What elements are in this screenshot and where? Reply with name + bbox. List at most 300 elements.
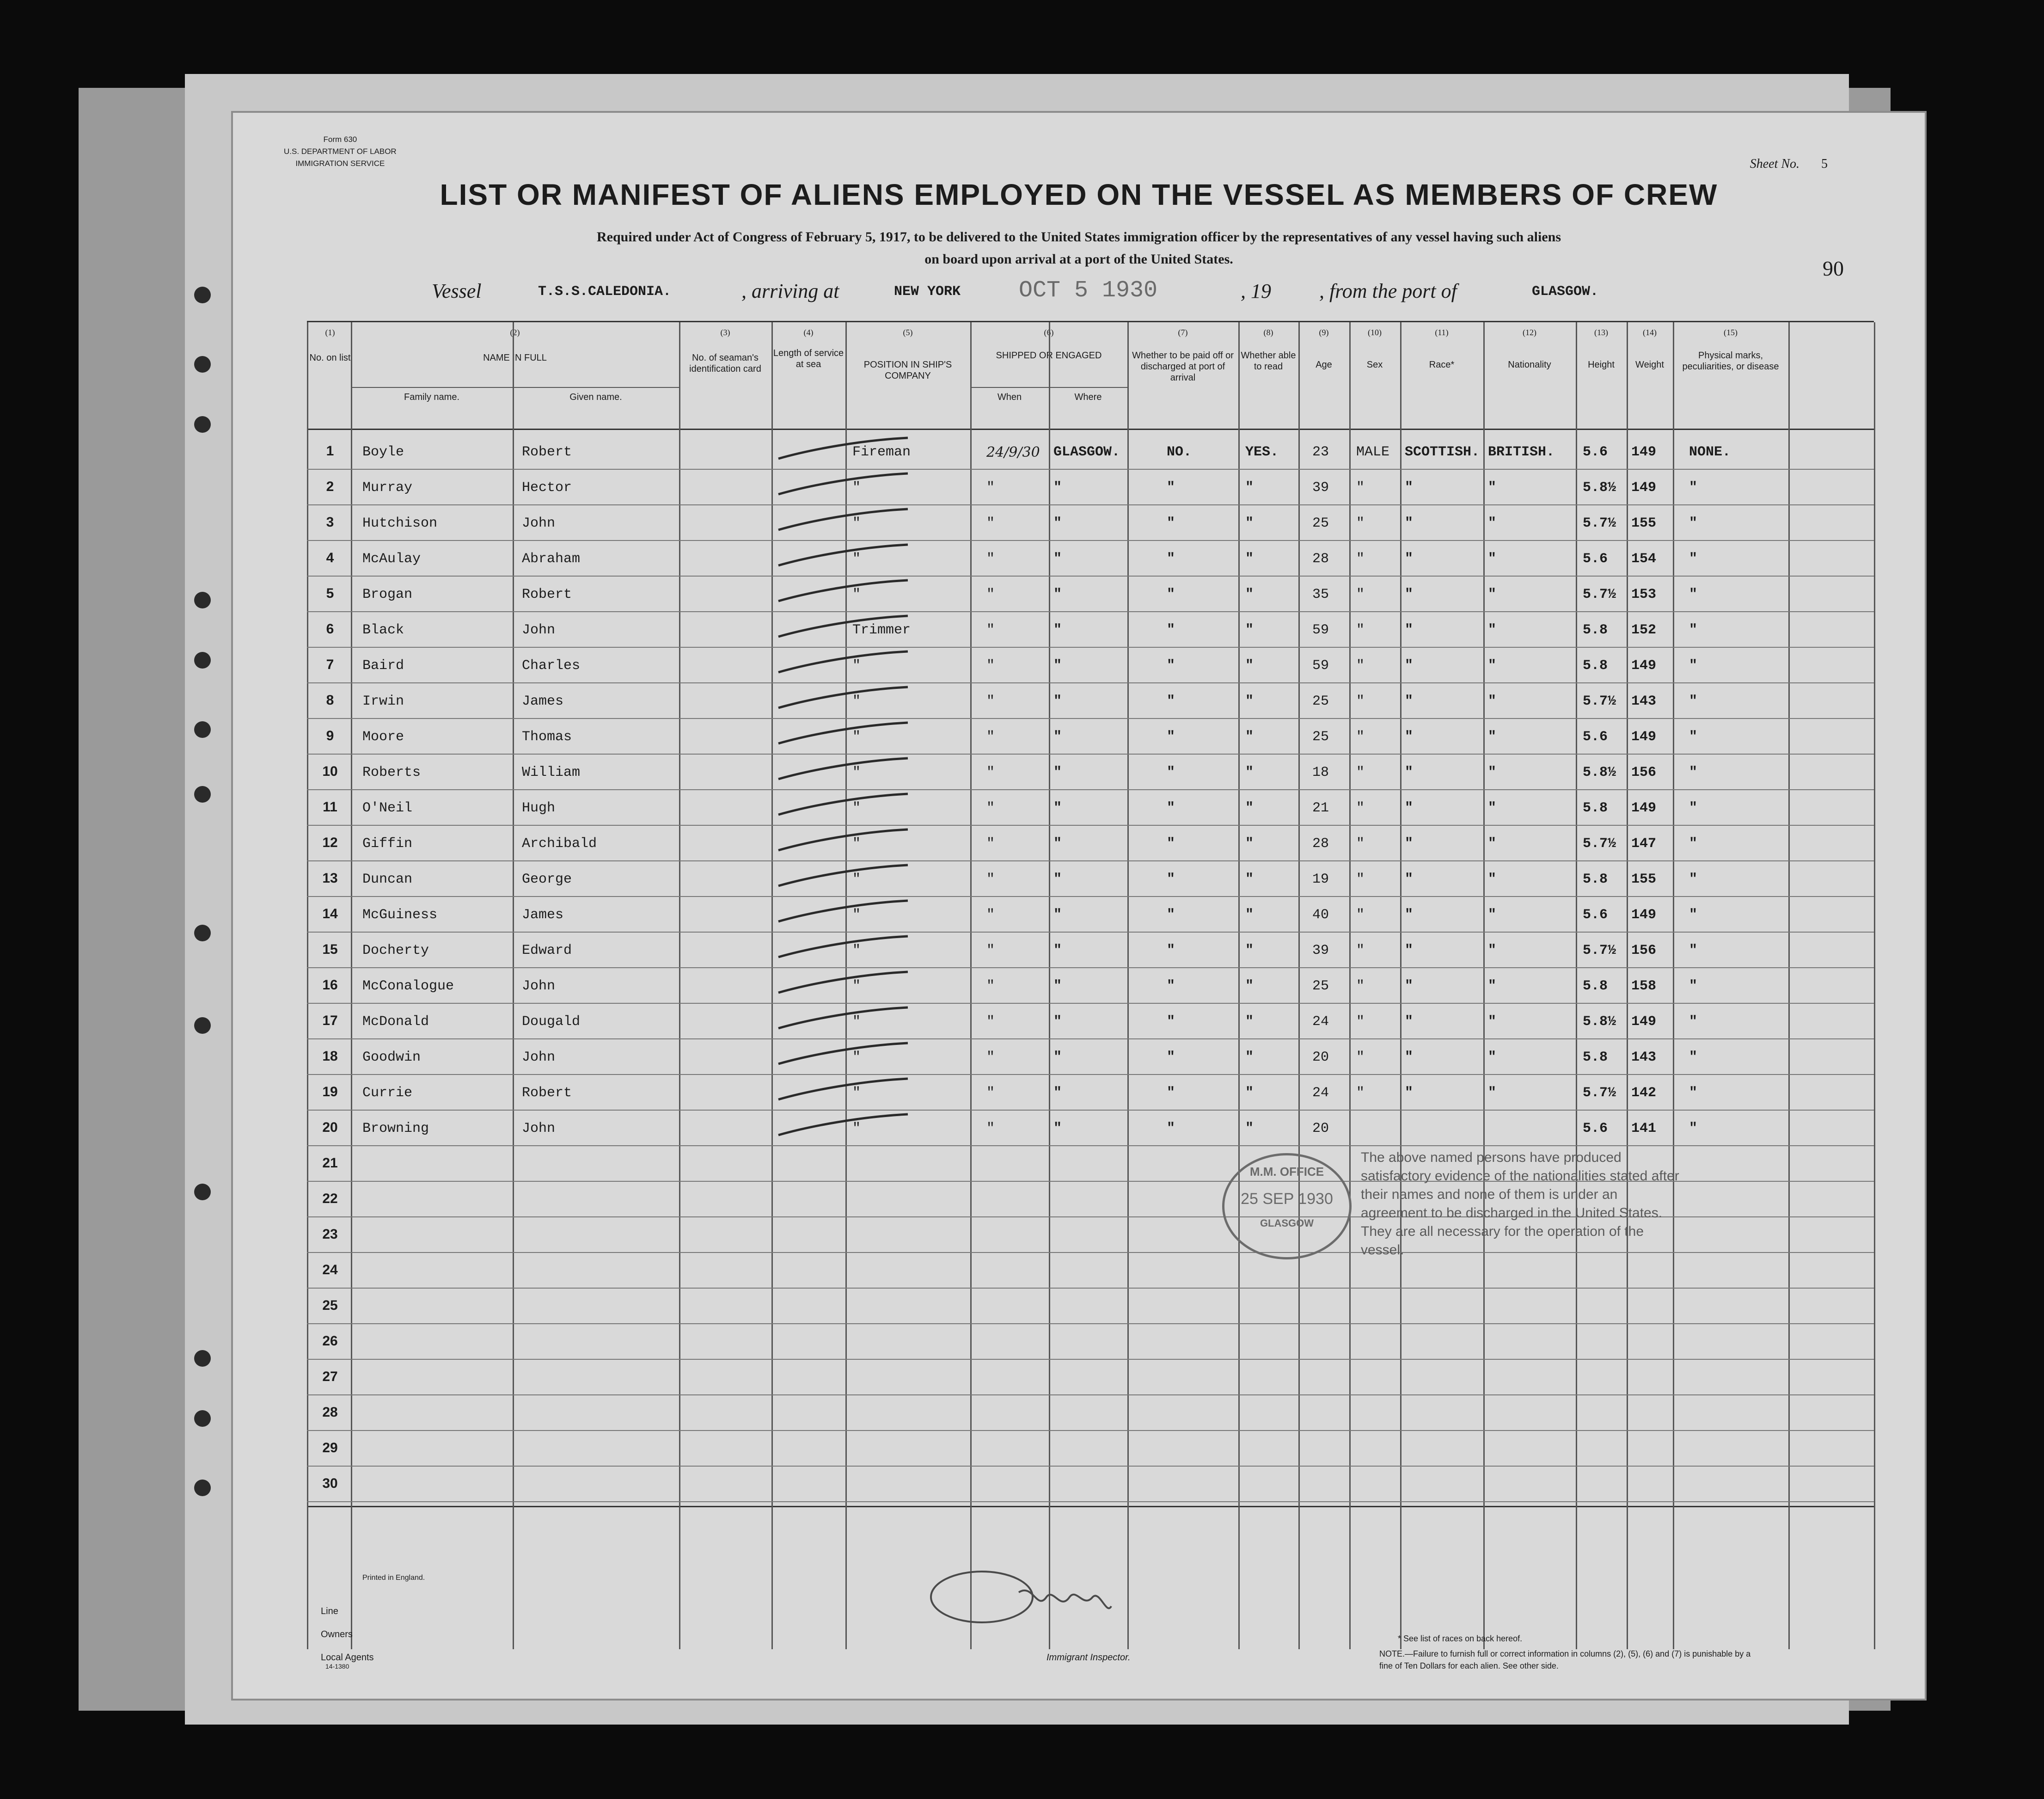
col-head-when: When xyxy=(997,392,1022,402)
shipped-when-cell: " xyxy=(986,729,995,745)
age-cell: 20 xyxy=(1312,1050,1329,1065)
row-rule xyxy=(307,1145,1874,1146)
sex-cell: " xyxy=(1356,1050,1365,1065)
col-number: (8) xyxy=(1263,328,1273,337)
nationality-cell: " xyxy=(1488,694,1497,709)
departure-port: GLASGOW. xyxy=(1532,284,1599,300)
given-name-cell: Edward xyxy=(522,943,572,958)
nationality-cell: " xyxy=(1488,587,1497,602)
age-cell: 25 xyxy=(1312,516,1329,531)
col-head-height: Height xyxy=(1588,360,1615,370)
paid-off-cell: " xyxy=(1167,694,1175,709)
able-to-read-cell: " xyxy=(1245,836,1254,852)
family-name-cell: Moore xyxy=(362,729,404,745)
position-cell: " xyxy=(852,729,861,745)
able-to-read-cell: " xyxy=(1245,943,1254,958)
position-cell: " xyxy=(852,800,861,816)
shipped-when-cell: " xyxy=(986,872,995,887)
family-name-cell: Duncan xyxy=(362,872,413,887)
shipped-where-cell: " xyxy=(1053,1121,1062,1136)
physical-marks-cell: " xyxy=(1689,907,1698,923)
shipped-when-cell: " xyxy=(986,694,995,709)
nationality-cell: " xyxy=(1488,765,1497,780)
column-rule xyxy=(307,322,308,1649)
shipped-where-cell: " xyxy=(1053,516,1062,531)
row-rule xyxy=(307,1359,1874,1360)
paid-off-cell: " xyxy=(1167,551,1175,567)
given-name-cell: John xyxy=(522,516,556,531)
shipped-where-cell: GLASGOW. xyxy=(1053,444,1120,460)
able-to-read-cell: " xyxy=(1245,872,1254,887)
age-cell: 59 xyxy=(1312,658,1329,674)
physical-marks-cell: " xyxy=(1689,836,1698,852)
given-name-cell: Dougald xyxy=(522,1014,581,1030)
race-cell: " xyxy=(1405,480,1414,496)
height-cell: 5.8½ xyxy=(1583,765,1616,780)
given-name-cell: George xyxy=(522,872,572,887)
race-cell: " xyxy=(1405,622,1414,638)
able-to-read-cell: " xyxy=(1245,587,1254,602)
shipped-when-cell: " xyxy=(986,516,995,531)
punch-hole xyxy=(194,1184,211,1200)
shipped-when-cell: " xyxy=(986,978,995,994)
shipped-when-cell: " xyxy=(986,907,995,923)
able-to-read-cell: " xyxy=(1245,694,1254,709)
nationality-notice: The above named persons have produced satisfactory evidence of the nationalities stated after their names and none of them is under an agreement to be discharged in the United States. They are all necessary for the operation of the vessel. xyxy=(1361,1150,1679,1258)
col-head-given: Given name. xyxy=(569,392,622,402)
age-cell: 21 xyxy=(1312,800,1329,816)
row-rule xyxy=(307,540,1874,541)
row-rule xyxy=(307,576,1874,577)
sex-cell: " xyxy=(1356,872,1365,887)
weight-cell: 143 xyxy=(1631,694,1657,709)
column-rule xyxy=(1349,322,1351,1649)
physical-marks-cell: " xyxy=(1689,978,1698,994)
year-label: , 19 xyxy=(1241,280,1271,302)
col-number: (7) xyxy=(1178,328,1188,337)
family-name-cell: Brogan xyxy=(362,587,413,602)
given-name-cell: William xyxy=(522,765,581,780)
row-number: 14 xyxy=(322,906,338,921)
pencil-mark xyxy=(769,929,917,966)
arrival-date-stamp: OCT 5 1930 xyxy=(1019,277,1158,304)
weight-cell: 155 xyxy=(1631,516,1657,531)
page-subtitle xyxy=(233,226,1925,270)
punch-hole xyxy=(194,416,211,433)
row-rule xyxy=(307,825,1874,826)
shipped-where-cell: " xyxy=(1053,765,1062,780)
race-cell: " xyxy=(1405,658,1414,674)
weight-cell: 149 xyxy=(1631,444,1657,460)
weight-cell: 154 xyxy=(1631,551,1657,567)
sex-cell: " xyxy=(1356,978,1365,994)
punch-hole xyxy=(194,1410,211,1427)
age-cell: 20 xyxy=(1312,1121,1329,1136)
row-number: 29 xyxy=(322,1440,338,1455)
height-cell: 5.7½ xyxy=(1583,587,1616,602)
height-cell: 5.8 xyxy=(1583,978,1608,994)
sex-cell: " xyxy=(1356,551,1365,567)
col-head-race: Race* xyxy=(1429,360,1455,370)
punch-hole xyxy=(194,592,211,608)
height-cell: 5.6 xyxy=(1583,1121,1608,1136)
nationality-cell: " xyxy=(1488,1085,1497,1101)
column-rule xyxy=(1049,322,1050,1649)
pencil-mark xyxy=(769,573,917,610)
row-rule xyxy=(307,1323,1874,1324)
printed-in-label: Printed in England. xyxy=(362,1574,425,1582)
col-number: (6) xyxy=(1044,328,1054,337)
physical-marks-cell: " xyxy=(1689,658,1698,674)
weight-cell: 156 xyxy=(1631,765,1657,780)
pencil-mark xyxy=(769,467,917,503)
given-name-cell: John xyxy=(522,1121,556,1136)
physical-marks-cell: " xyxy=(1689,872,1698,887)
pencil-mark xyxy=(769,680,917,717)
family-name-cell: Currie xyxy=(362,1085,413,1101)
weight-cell: 149 xyxy=(1631,907,1657,923)
race-cell: " xyxy=(1405,765,1414,780)
able-to-read-cell: " xyxy=(1245,551,1254,567)
physical-marks-cell: " xyxy=(1689,551,1698,567)
position-cell: " xyxy=(852,694,861,709)
page-number: 90 xyxy=(1823,257,1844,280)
row-rule xyxy=(307,896,1874,897)
penalty-note: NOTE.—Failure to furnish full or correct information in columns (2), (5), (6) and (7) is punishable by a fine of Ten Dollars for each alien. See other side. xyxy=(1379,1649,1751,1670)
sex-cell: " xyxy=(1356,800,1365,816)
paid-off-cell: " xyxy=(1167,836,1175,852)
age-cell: 18 xyxy=(1312,765,1329,780)
physical-marks-cell: " xyxy=(1689,587,1698,602)
row-rule xyxy=(307,789,1874,790)
age-cell: 35 xyxy=(1312,587,1329,602)
shipped-when-cell: " xyxy=(986,765,995,780)
paid-off-cell: " xyxy=(1167,1050,1175,1065)
column-rule xyxy=(1576,322,1577,1649)
row-number: 28 xyxy=(322,1405,338,1420)
pencil-mark xyxy=(769,716,917,753)
crew-table xyxy=(307,321,1874,1649)
race-cell: " xyxy=(1405,1085,1414,1101)
row-rule xyxy=(307,967,1874,968)
row-rule xyxy=(307,932,1874,933)
given-name-cell: Thomas xyxy=(522,729,572,745)
race-cell: " xyxy=(1405,729,1414,745)
row-number: 12 xyxy=(322,835,338,850)
physical-marks-cell: " xyxy=(1689,516,1698,531)
pencil-mark xyxy=(769,1107,917,1144)
given-name-cell: Hugh xyxy=(522,800,556,816)
race-cell: " xyxy=(1405,551,1414,567)
weight-cell: 147 xyxy=(1631,836,1657,852)
race-cell: " xyxy=(1405,978,1414,994)
arrival-port: NEW YORK xyxy=(894,284,961,300)
age-cell: 24 xyxy=(1312,1014,1329,1030)
col-number: (5) xyxy=(903,328,913,337)
race-cell: " xyxy=(1405,800,1414,816)
inspector-label: Immigrant Inspector. xyxy=(1046,1652,1131,1663)
height-cell: 5.7½ xyxy=(1583,694,1616,709)
family-name-cell: Browning xyxy=(362,1121,429,1136)
shipped-where-cell: " xyxy=(1053,1085,1062,1101)
row-number: 3 xyxy=(326,515,334,530)
column-rule xyxy=(1627,322,1628,1649)
from-port-label: , from the port of xyxy=(1319,280,1457,302)
pencil-mark xyxy=(769,823,917,860)
header-rule xyxy=(307,429,1874,430)
weight-cell: 149 xyxy=(1631,729,1657,745)
column-rule xyxy=(679,322,680,1649)
col-number: (10) xyxy=(1368,328,1382,337)
row-number: 25 xyxy=(322,1298,338,1313)
shipped-where-cell: " xyxy=(1053,1014,1062,1030)
position-cell: " xyxy=(852,1085,861,1101)
col-number: (13) xyxy=(1594,328,1608,337)
nationality-cell: " xyxy=(1488,516,1497,531)
nationality-cell: " xyxy=(1488,729,1497,745)
paid-off-cell: " xyxy=(1167,765,1175,780)
footer-line-label: Line xyxy=(321,1606,338,1616)
sex-cell: " xyxy=(1356,1085,1365,1101)
row-rule xyxy=(307,1038,1874,1039)
race-cell: " xyxy=(1405,1050,1414,1065)
height-cell: 5.7½ xyxy=(1583,943,1616,958)
col-head-length: Length of service at sea xyxy=(773,348,844,369)
able-to-read-cell: " xyxy=(1245,516,1254,531)
family-name-cell: McGuiness xyxy=(362,907,438,923)
position-cell: " xyxy=(852,480,861,496)
physical-marks-cell: " xyxy=(1689,729,1698,745)
position-cell: " xyxy=(852,1121,861,1136)
sex-cell: MALE xyxy=(1356,444,1390,460)
shipped-when-cell: " xyxy=(986,1014,995,1030)
shipped-where-cell: " xyxy=(1053,836,1062,852)
weight-cell: 149 xyxy=(1631,658,1657,674)
sex-cell: " xyxy=(1356,1014,1365,1030)
row-number: 27 xyxy=(322,1369,338,1384)
row-number: 17 xyxy=(322,1013,338,1028)
position-cell: " xyxy=(852,836,861,852)
punch-hole xyxy=(194,356,211,373)
age-cell: 28 xyxy=(1312,551,1329,567)
row-number: 11 xyxy=(323,799,337,815)
position-cell: " xyxy=(852,943,861,958)
paid-off-cell: " xyxy=(1167,943,1175,958)
weight-cell: 158 xyxy=(1631,978,1657,994)
punch-hole xyxy=(194,1480,211,1496)
sex-cell: " xyxy=(1356,480,1365,496)
race-cell: SCOTTISH. xyxy=(1405,444,1480,460)
row-number: 22 xyxy=(322,1191,338,1206)
col-head-age: Age xyxy=(1316,360,1332,370)
able-to-read-cell: " xyxy=(1245,729,1254,745)
family-name-cell: Docherty xyxy=(362,943,429,958)
age-cell: 59 xyxy=(1312,622,1329,638)
shipped-when-cell: " xyxy=(986,480,995,496)
race-cell: " xyxy=(1405,516,1414,531)
row-number: 7 xyxy=(326,657,334,672)
physical-marks-cell: " xyxy=(1689,765,1698,780)
pencil-mark xyxy=(769,538,917,575)
family-name-cell: Roberts xyxy=(362,765,421,780)
position-cell: " xyxy=(852,658,861,674)
given-name-cell: John xyxy=(522,978,556,994)
given-name-cell: James xyxy=(522,694,564,709)
column-rule xyxy=(1483,322,1485,1649)
service-name: IMMIGRATION SERVICE xyxy=(295,159,385,168)
row-rule xyxy=(307,1074,1874,1075)
family-name-cell: Irwin xyxy=(362,694,404,709)
races-note: * See list of races on back hereof. xyxy=(1398,1634,1523,1643)
paid-off-cell: " xyxy=(1167,658,1175,674)
row-rule xyxy=(307,1288,1874,1289)
nationality-cell: " xyxy=(1488,836,1497,852)
row-number: 20 xyxy=(322,1120,338,1135)
col-number: (12) xyxy=(1523,328,1536,337)
paid-off-cell: " xyxy=(1167,1014,1175,1030)
shipped-where-cell: " xyxy=(1053,943,1062,958)
row-number: 1 xyxy=(326,443,334,459)
paid-off-cell: " xyxy=(1167,729,1175,745)
height-cell: 5.7½ xyxy=(1583,836,1616,852)
paid-off-cell: " xyxy=(1167,622,1175,638)
row-number: 10 xyxy=(322,764,338,779)
arriving-label: , arriving at xyxy=(741,280,839,302)
shipped-where-cell: " xyxy=(1053,1050,1062,1065)
weight-cell: 155 xyxy=(1631,872,1657,887)
nationality-cell: " xyxy=(1488,943,1497,958)
weight-cell: 143 xyxy=(1631,1050,1657,1065)
row-number: 19 xyxy=(322,1084,338,1099)
row-number: 24 xyxy=(322,1262,338,1277)
age-cell: 39 xyxy=(1312,943,1329,958)
position-cell: " xyxy=(852,587,861,602)
able-to-read-cell: " xyxy=(1245,1014,1254,1030)
row-number: 6 xyxy=(326,621,334,637)
position-cell: " xyxy=(852,516,861,531)
paid-off-cell: " xyxy=(1167,587,1175,602)
family-name-cell: Murray xyxy=(362,480,413,496)
pencil-mark xyxy=(769,431,917,468)
able-to-read-cell: " xyxy=(1245,1050,1254,1065)
physical-marks-cell: " xyxy=(1689,1121,1698,1136)
punch-hole xyxy=(194,1017,211,1034)
column-rule xyxy=(970,322,972,1649)
sex-cell: " xyxy=(1356,587,1365,602)
col-head-name: NAME IN FULL xyxy=(483,353,547,363)
column-rule xyxy=(1400,322,1401,1649)
age-cell: 23 xyxy=(1312,444,1329,460)
given-name-cell: Robert xyxy=(522,1085,572,1101)
given-name-cell: Robert xyxy=(522,587,572,602)
col-number: (11) xyxy=(1435,328,1449,337)
weight-cell: 152 xyxy=(1631,622,1657,638)
footer-form-code: 14-1380 xyxy=(325,1663,349,1670)
shipped-when-cell: " xyxy=(986,836,995,852)
age-cell: 25 xyxy=(1312,694,1329,709)
pencil-mark xyxy=(769,751,917,788)
shipped-when-cell: " xyxy=(986,1085,995,1101)
table-bottom-rule xyxy=(307,1506,1874,1507)
family-name-cell: Baird xyxy=(362,658,404,674)
position-cell: " xyxy=(852,765,861,780)
row-number: 2 xyxy=(326,479,334,494)
nationality-cell: " xyxy=(1488,658,1497,674)
able-to-read-cell: " xyxy=(1245,622,1254,638)
able-to-read-cell: " xyxy=(1245,978,1254,994)
nationality-cell: " xyxy=(1488,1014,1497,1030)
position-cell: " xyxy=(852,1014,861,1030)
col-number: (2) xyxy=(510,328,520,337)
nationality-cell: " xyxy=(1488,800,1497,816)
row-rule xyxy=(307,1501,1874,1502)
family-name-cell: Boyle xyxy=(362,444,404,460)
manifest-sheet xyxy=(231,111,1927,1701)
department-name: U.S. DEPARTMENT OF LABOR xyxy=(284,147,397,156)
nationality-cell: BRITISH. xyxy=(1488,444,1555,460)
race-cell: " xyxy=(1405,872,1414,887)
inspector-signature xyxy=(926,1565,1120,1629)
shipped-where-cell: " xyxy=(1053,872,1062,887)
weight-cell: 153 xyxy=(1631,587,1657,602)
shipped-when-cell: 24/9/30 xyxy=(986,444,1040,460)
age-cell: 19 xyxy=(1312,872,1329,887)
shipped-where-cell: " xyxy=(1053,800,1062,816)
row-rule xyxy=(307,1394,1874,1395)
physical-marks-cell: " xyxy=(1689,800,1698,816)
column-rule xyxy=(1788,322,1790,1649)
sex-cell: " xyxy=(1356,765,1365,780)
row-rule xyxy=(307,647,1874,648)
nationality-cell: " xyxy=(1488,978,1497,994)
row-rule xyxy=(307,754,1874,755)
race-cell: " xyxy=(1405,907,1414,923)
sex-cell: " xyxy=(1356,516,1365,531)
shipped-when-cell: " xyxy=(986,800,995,816)
position-cell: " xyxy=(852,1050,861,1065)
shipped-where-cell: " xyxy=(1053,729,1062,745)
age-cell: 25 xyxy=(1312,729,1329,745)
height-cell: 5.6 xyxy=(1583,907,1608,923)
subtitle-line-1: Required under Act of Congress of February 5, 1917, to be delivered to the United States immigration officer by the representatives of any vessel having such aliens xyxy=(597,229,1561,245)
family-name-cell: Hutchison xyxy=(362,516,438,531)
family-name-cell: Black xyxy=(362,622,404,638)
row-number: 16 xyxy=(322,977,338,993)
age-cell: 28 xyxy=(1312,836,1329,852)
given-name-cell: Charles xyxy=(522,658,581,674)
given-name-cell: John xyxy=(522,1050,556,1065)
nationality-cell: " xyxy=(1488,907,1497,923)
shipped-when-cell: " xyxy=(986,658,995,674)
height-cell: 5.7½ xyxy=(1583,1085,1616,1101)
col-head-id-card: No. of seaman's identification card xyxy=(689,353,761,374)
row-number: 26 xyxy=(322,1333,338,1349)
given-name-cell: Hector xyxy=(522,480,572,496)
height-cell: 5.7½ xyxy=(1583,516,1616,531)
given-name-cell: Abraham xyxy=(522,551,581,567)
family-name-cell: Goodwin xyxy=(362,1050,421,1065)
weight-cell: 142 xyxy=(1631,1085,1657,1101)
position-cell: " xyxy=(852,978,861,994)
pencil-mark xyxy=(769,1001,917,1038)
col-head-nationality: Nationality xyxy=(1508,360,1551,370)
physical-marks-cell: " xyxy=(1689,480,1698,496)
subtitle-line-2: on board upon arrival at a port of the United States. xyxy=(924,252,1233,267)
stamp-place: GLASGOW xyxy=(1260,1217,1314,1229)
shipped-when-cell: " xyxy=(986,551,995,567)
row-rule xyxy=(307,718,1874,719)
column-rule xyxy=(1238,322,1240,1649)
